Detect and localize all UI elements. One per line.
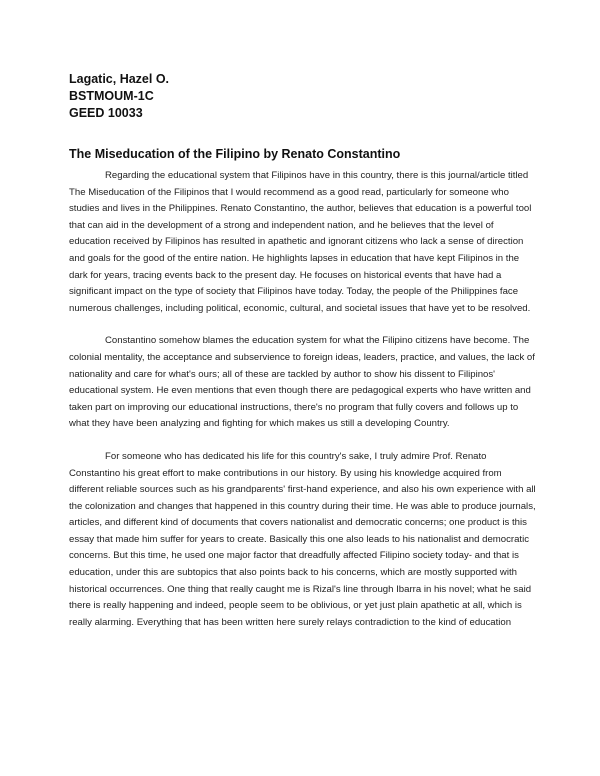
course-code: GEED 10033 <box>69 106 143 120</box>
paragraph: Regarding the educational system that Filipinos have in this country, there is this journal/article titled The Miseducation of the Filipinos that I would recommend as a good read, particularly for someone who studies and lives in the Philippines. Renato Constantino, the author, believes that education is a powerful tool that can aid in the development of a strong and independent nation, and he believes that the level of education received by Filipinos has resulted in apathetic and ignorant citizens who lack a sense of direction and goals for the good of the entire nation. He highlights lapses in education that have kept Filipinos in the dark for years, tracing events back to the present day. He focuses on historical events that have had a significant impact on the type of society that Filipinos have today. Today, the people of the Philippines face numerous challenges, including political, economic, cultural, and societal issues that have yet to be resolved. <box>69 170 532 314</box>
author-section: BSTMOUM-1C <box>69 89 154 103</box>
author-name: Lagatic, Hazel O. <box>69 72 170 86</box>
essay-body <box>69 168 537 631</box>
author-header <box>69 71 169 122</box>
paragraph: Constantino somehow blames the education system for what the Filipino citizens have become. The colonial mentality, the acceptance and subservience to foreign ideas, leaders, practice, and values, the lack of nationality and care for what's ours; all of these are tackled by author to show his dissent to Filipinos' educational system. He even mentions that even though there are pedagogical experts who have written and taken part on improving our educational instructions, there's no program that fully covers and follows up to what they have been analyzing and fighting for which makes us still a developing Country. <box>69 335 535 430</box>
essay-title: The Miseducation of the Filipino by Renato Constantino <box>69 147 401 161</box>
paragraph: For someone who has dedicated his life for this country's sake, I truly admire Prof. Renato Constantino his great effort to make contributions in our history. By using his knowledge acquired from different reliable sources such as his grandparents' first-hand experience, and also his own experience with all the colonization and changes that happened in this country during their time. He was able to produce journals, articles, and different kind of documents that covers nationalist and democratic concerns; one product is this essay that made him suffer for years to create. Basically this one also leads to his nationalist and democratic concerns. But this time, he used one major factor that dreadfully affected Filipino society today- and that is education, under this are subtopics that also points back to his concerns, which are mostly supported with historical occurrences. One thing that really caught me is Rizal's line through Ibarra in his novel; what he said there is really happening and indeed, people seem to be oblivious, or yet just plain apathetic at all, which is really alarming. Everything that has been written here surely relays contradiction to the kind of education <box>69 450 536 628</box>
